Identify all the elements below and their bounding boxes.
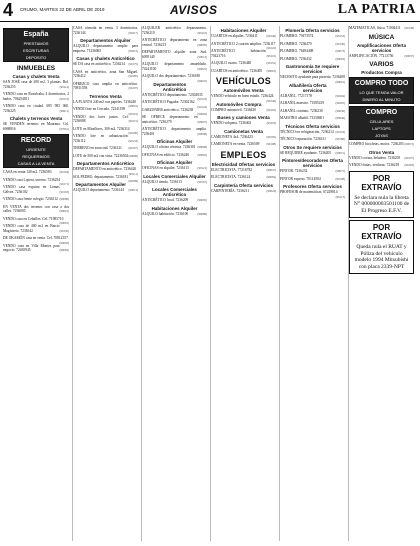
entry-ref-code: (99204) [335, 93, 345, 98]
entry-ref-code: (99148) [335, 176, 345, 181]
display-ad [349, 77, 414, 104]
category-heading: Albañilería Oferta servicios [288, 82, 327, 93]
classified-entry [280, 190, 345, 199]
classified-entry [73, 26, 138, 35]
entry-ref-code: (99001) [335, 79, 345, 84]
entry-ref-code: (99037) [404, 53, 414, 58]
entry-text: VENDO casa en Villa Montes para negocio. 72465945 [3, 243, 60, 252]
classified-entry [280, 151, 345, 156]
entry-ref-code: (99110) [197, 30, 207, 35]
classified-column-2 [72, 26, 138, 541]
entry-text: ALQUILO oficina céntrica. 7236301 [142, 145, 196, 149]
classified-entry [73, 99, 138, 108]
classified-entry [3, 185, 69, 194]
entry-ref-code: (99115) [128, 119, 138, 123]
section-heading: INMUEBLES [16, 65, 56, 72]
page-header [0, 0, 420, 22]
classified-entry [3, 236, 69, 245]
entry-ref-code: (99062) [59, 248, 69, 252]
category-heading: Productos Compra [361, 70, 402, 75]
entry-ref-code: (99111) [128, 171, 138, 176]
notice-title: POR EXTRAVÍO [361, 173, 402, 192]
classified-entry [142, 212, 207, 217]
ad-line: DINERO AL MINUTO [362, 97, 401, 102]
classified-entry [280, 94, 345, 99]
ad-line: REQUERIMOS [22, 154, 50, 159]
entry-ref-code: (99212) [128, 48, 138, 53]
entry-ref-code: (99172) [59, 96, 69, 101]
classified-entry [211, 94, 276, 103]
entry-ref-code: (99205) [335, 101, 345, 105]
entry-ref-code: (97061) [59, 126, 69, 131]
entry-text: DEPARTAMENTO en anticrético. 7236420 [73, 167, 137, 171]
entry-text: COMPRO automóvil. 7236430 [211, 107, 257, 112]
classified-entry [280, 177, 345, 182]
entry-text: VENDO casa en Ceballos. Cel. 71985710 [3, 216, 64, 221]
lost-document-notice [349, 171, 414, 219]
classified-entry [349, 163, 414, 168]
classified-entry [73, 82, 138, 91]
classified-entry [280, 137, 345, 142]
entry-ref-code: (99093) [335, 56, 345, 61]
entry-text: VENDO casa esquina en Lomas Gálvez. 7236102 [3, 185, 60, 194]
entry-text: ANTICRÉTICO departamento en zona central. 7236213 [142, 38, 207, 47]
entry-ref-code: (99061) [266, 68, 276, 73]
classified-entry [73, 146, 138, 151]
entry-text: SE REQUIERE ayudante. 7236205 [280, 150, 332, 155]
classified-entry [3, 104, 69, 113]
notice-text: Se declara nula la libreta N° 000000003501100 de El Progreso E.F.V. [353, 194, 410, 214]
entry-ref-code: (99065) [197, 198, 207, 202]
entry-text: ANTICRÉTICO local. 7236209 [142, 198, 189, 202]
entry-text: PROFESOR de matemáticas. 67229814 [280, 190, 338, 194]
classified-entry [142, 115, 207, 124]
entry-ref-code: (99098) [197, 145, 207, 149]
classified-entry [3, 92, 69, 101]
entry-text: ALBAÑIL maestro. 71585419 [280, 101, 325, 105]
entry-text: VENDO dos lotes juntos. Cel. 7236088 [73, 114, 129, 123]
ad-line: CELULARES [369, 119, 394, 124]
category-heading: Locales Comerciales Anticrético [152, 187, 197, 197]
entry-text: ALBAÑIL contrato. 7236230 [280, 108, 323, 113]
entry-ref-code: (99108) [266, 142, 276, 146]
entry-ref-code: (99118) [266, 121, 276, 125]
category-heading: Amplificaciones Oferta servicios [356, 42, 406, 53]
entry-text: VENDO casa Lopera, terreno. 7236254 [3, 177, 61, 182]
entry-text: CUARTOS en anticrético. 7236405 [211, 68, 263, 73]
entry-text: ELECTRICISTA. 7236124 [211, 175, 251, 179]
entry-text: ANTICRÉTICO 2 cuartos amplios. 7236117 [211, 41, 276, 46]
entry-text: ANTICRÉTICO departamento amplio. 7236401 [142, 127, 207, 136]
classified-column-1 [3, 26, 69, 541]
entry-text: EN VENTA dos terrenos con casa a dos calles. 7236005 [3, 204, 69, 213]
entry-ref-code: (99072) [404, 142, 414, 146]
classified-entry [211, 121, 276, 126]
classified-entry [349, 142, 414, 147]
classified-column-5 [279, 26, 345, 541]
entry-ref-code: (99091) [128, 104, 138, 108]
entry-text: ANTICRÉTICO habitación. 70423716 [211, 49, 267, 58]
entry-ref-code: (99123) [197, 97, 207, 101]
entry-ref-code: (99101) [128, 111, 138, 116]
entry-text: PINTOR experto. 70114504 [280, 176, 321, 181]
category-heading: Técnicos Oferta servicios [285, 123, 340, 129]
classified-entry [280, 75, 345, 84]
entry-ref-code: (99092) [197, 152, 207, 157]
entry-text: SAN JOSÉ casa de 200 m2, 3 plantas. Ref. 7236255 [3, 80, 69, 89]
entry-text: ELECTRICISTA. 77216782 [211, 167, 253, 172]
newspaper-masthead: LA PATRIA [337, 2, 416, 17]
entry-text: ALQUILO departamento amplio para empresa. 71236065 [73, 44, 138, 53]
category-heading: Casas y chalets Anticrético [76, 56, 135, 61]
classified-entry [73, 62, 138, 67]
entry-ref-code: (99107) [404, 155, 414, 160]
entry-ref-code: (99089) [59, 197, 69, 201]
section-heading: EMPLEOS [220, 149, 267, 160]
classified-entry [280, 169, 345, 174]
ad-line: CASAS A LA VENTA [17, 161, 55, 166]
classified-entry [142, 38, 207, 47]
classified-entry [211, 189, 276, 194]
entry-text: CASA en venta 140 m2. 7236583 [3, 170, 52, 174]
section-heading: VARIOS [369, 61, 394, 68]
category-heading: Locales Comerciales Alquiler [143, 173, 206, 179]
entry-text: PLOMERO. 7236432 [280, 56, 312, 61]
classified-column-6 [348, 26, 414, 541]
entry-ref-code: (99152) [266, 61, 276, 65]
category-heading: Terrenos Venta [89, 93, 122, 99]
entry-ref-code: (99107) [128, 146, 138, 150]
classified-entry [280, 42, 345, 47]
entry-ref-code: (99085) [197, 42, 207, 47]
section-heading: VEHÍCULOS [215, 76, 272, 86]
classified-entry [142, 145, 207, 150]
entry-text: ANTICRÉTICO Pagador. 72302162 [142, 100, 195, 104]
entry-ref-code: (99092) [197, 112, 207, 116]
entry-text: ALBAÑIL. 77217178 [280, 93, 312, 98]
entry-text: VENDO vehículo en buen estado. 7236424 [211, 94, 274, 98]
entry-text: LA PLANTA 240 m2 con papeles. 7236240 [73, 99, 137, 104]
notice-text: Queda nula el RUAT y Póliza del vehículo modelo 1994 Mitsubishi con placa 2339-NPT [354, 244, 409, 270]
issue-date: CRUMO, MARTES 22 DE ABRIL DE 2019 [20, 7, 105, 12]
page-number: 4 [3, 0, 14, 20]
category-heading: Carpintería Oferta servicios [213, 182, 274, 188]
entry-text: CAMIONETA en venta. 7236509 [211, 142, 260, 146]
entry-text: TÉCNICO en refrigeración. 7236214 [280, 129, 334, 134]
category-heading: Automóviles Compra [216, 101, 262, 107]
classified-entry [211, 142, 276, 147]
entry-ref-code: (99133) [128, 138, 138, 143]
ad-line: URGENTE [26, 147, 46, 152]
category-heading: Departamentos Alquiler [75, 182, 127, 187]
category-heading: Plomería Oferta servicios [285, 28, 340, 33]
category-heading: Gastronomía Se requiere servicios [285, 64, 340, 74]
entry-ref-code: (99098) [197, 131, 207, 136]
entry-ref-code: (99096) [128, 153, 138, 158]
classified-entry [142, 62, 207, 71]
entry-ref-code: (99121) [197, 166, 207, 170]
entry-ref-code: (99046) [335, 116, 345, 120]
entry-ref-code: (99024) [266, 188, 276, 193]
entry-text: CASA cómoda en venta, 3 dormitorios. 7236144 [73, 26, 138, 35]
entry-text: ALQUILO dos departamentos. 7236180 [142, 74, 201, 78]
classified-entry [349, 26, 414, 31]
classified-entry [73, 188, 138, 193]
classified-entry [73, 134, 138, 143]
ad-line: DEPOSITO [25, 55, 47, 60]
category-heading: Electricidad Ofertas servicios [211, 161, 276, 167]
classified-entry [280, 101, 345, 106]
entry-text: VENDO casa frente colegio. 7236312 [3, 197, 58, 201]
entry-ref-code: (99016) [59, 209, 69, 213]
entry-ref-code: (99089) [197, 211, 207, 216]
classified-entry [142, 92, 207, 101]
entry-ref-code: (99136) [335, 41, 345, 46]
category-heading: Automóviles Venta [223, 88, 264, 93]
classified-entry [211, 49, 276, 58]
ad-title: COMPRO TODO [354, 80, 409, 87]
classified-entry [280, 57, 345, 62]
classified-entry [349, 156, 414, 161]
entry-text: ALQUILER anticrético departamento. 7236219 [142, 26, 207, 35]
category-heading: Buses y camiones Venta [217, 115, 270, 120]
entry-text: ANTICRÉTICO departamento. 72302035 [142, 92, 203, 97]
category-heading: Pintores/decoradores Oferta servicios [282, 158, 343, 168]
entry-text: VENDO frutas, verduras. 7236218 [349, 163, 400, 167]
entry-text: VENDO lote en urbanización. 7236112 [73, 134, 129, 143]
entry-text: LOTE en Miraflores, 300 m2. 7236314 [73, 126, 130, 131]
entry-text: SE VENDEN terrenos en Maurana. Cel. 6068816 [3, 122, 69, 131]
category-heading: Habitaciones Alquiler [220, 28, 267, 33]
entry-text: VENDO casa de 400 m2 en Barrio Magisterio. 7236542 [3, 224, 60, 233]
classified-entry [211, 135, 276, 140]
classified-entry [142, 26, 207, 35]
entry-ref-code: (99084) [266, 175, 276, 179]
entry-ref-code: (99146) [266, 34, 276, 38]
ad-title: COMPRO [365, 109, 398, 116]
classified-column-3 [141, 26, 207, 541]
classified-entry [142, 180, 207, 185]
category-heading: Otros Venta [368, 149, 395, 155]
entry-ref-code: (99097) [197, 119, 207, 124]
classified-column-4 [210, 26, 276, 541]
entry-text: OFICINAS en edificio. 7236240 [142, 152, 190, 157]
entry-ref-code: (99209) [128, 179, 138, 183]
classified-entry [280, 49, 345, 54]
entry-ref-code: (99002) [59, 240, 69, 245]
entry-ref-code: (99143) [335, 129, 345, 134]
classified-entry [142, 153, 207, 158]
entry-text: MATEMÁTICAS, física. 71004411 [349, 26, 401, 30]
entry-ref-code: (99185) [128, 74, 138, 78]
entry-text: SOL PEDRO, departamento. 7236181 [73, 174, 129, 179]
entry-ref-code: (99107) [128, 86, 138, 90]
classified-entry [3, 224, 69, 233]
display-ad [349, 106, 414, 140]
entry-text: PLOMERO. 7236470 [280, 41, 312, 46]
entry-text: OFICINAS en alquiler. 7236113 [142, 166, 189, 170]
entry-ref-code: (99124) [197, 104, 207, 109]
entry-text: DE OKAMÓN casa en venta. Cel. 70812557 [3, 236, 68, 240]
classified-entry [73, 44, 138, 53]
classified-entry [211, 41, 276, 50]
entry-text: ALQUILO departamento amueblado. 74241100 [142, 62, 207, 71]
entry-ref-code: (99119) [266, 53, 276, 58]
entry-ref-code: (99122) [266, 46, 276, 50]
entry-text: ALQUILO tienda. 7236113 [142, 179, 182, 184]
entry-ref-code: (99075) [335, 169, 345, 173]
entry-text: VENDO casa en ciudad. 695 985 060. 7236225 [3, 104, 69, 113]
entry-ref-code: (99025) [197, 66, 207, 71]
classified-entry [280, 130, 345, 135]
entry-text: CAMIONETA 4x4. 7236423 [211, 134, 253, 139]
entry-text: COMPRO bicicletas, motos. 7236203 [349, 142, 404, 146]
category-heading: Departamentos Anticrético [76, 161, 135, 166]
entry-text: VENDO casa en Ruvalcaba, 4 dormitorios, 2 baños. 706254811 [3, 92, 69, 101]
section-title: AVISOS [170, 3, 218, 17]
entry-text: PLOMERO. 76494408 [280, 49, 314, 53]
entry-text: SE DA casa en anticrético. 7236214 [73, 62, 125, 66]
classified-entry [73, 70, 138, 79]
classified-entry [211, 69, 276, 74]
entry-text: DEPARTAMENTO alquiler zona Sud. 6095140 [142, 50, 207, 59]
classified-entry [3, 170, 69, 175]
classified-entry [142, 74, 207, 83]
classified-entry [211, 175, 276, 180]
display-ad [3, 134, 69, 168]
classified-entry [73, 154, 138, 159]
ad-title: RECORD [20, 137, 52, 144]
entry-text: GARZONIER anticrético. 7236238 [142, 107, 194, 112]
notice-title: POR EXTRAVÍO [361, 223, 402, 241]
classified-entry [211, 168, 276, 173]
entry-ref-code: (99104) [59, 170, 69, 174]
entry-ref-code: (99168) [335, 137, 345, 141]
classified-entry [73, 115, 138, 124]
ad-title: España [23, 31, 49, 38]
classified-entry [73, 126, 138, 135]
classified-entry [280, 34, 345, 39]
entry-text: VENDO volqueta. 7236402 [211, 121, 252, 125]
classified-entry [3, 205, 69, 214]
entry-text: ALQUILO cuarto. 7236440 [211, 61, 252, 65]
ad-line: LAPTOPS [372, 126, 391, 131]
entry-text: VENDO lote en Cercado. 72341198 [73, 107, 126, 111]
category-heading: Oficinas Alquiler [156, 160, 193, 165]
category-heading: Habitaciones Alquiler [151, 205, 198, 211]
classified-entry [211, 34, 276, 39]
classified-entry [73, 167, 138, 176]
entry-ref-code: (99015) [335, 150, 345, 155]
category-heading: Camionetas Venta [224, 128, 263, 134]
entry-text: NECESITO ayudante para pizzería. 7236208 [280, 75, 345, 79]
entry-ref-code: (99022) [197, 78, 207, 83]
display-ad [3, 28, 69, 62]
entry-text: TERRENO en zona sud. 7236121 [73, 146, 122, 150]
entry-ref-code: (99047) [266, 167, 276, 172]
classified-entry [3, 122, 69, 131]
entry-text: VENDO cocina, heladera. 7236205 [349, 155, 401, 160]
entry-ref-code: (99152) [335, 34, 345, 38]
entry-ref-code: (99175) [128, 62, 138, 66]
category-heading: Casas y chalets Venta [12, 74, 60, 79]
category-heading: Profesores Oferta servicios [283, 184, 342, 189]
classified-entry [3, 197, 69, 202]
entry-ref-code: (99167) [197, 179, 207, 184]
entry-text: ALQUILO departamento. 7236144 [73, 188, 124, 192]
category-heading: Departamentos Alquiler [80, 38, 131, 43]
classified-entry [142, 127, 207, 136]
ad-line: ESCRITURAS [23, 48, 49, 53]
entry-ref-code: (99102) [266, 107, 276, 112]
lost-document-notice [349, 220, 414, 274]
entry-text: CUARTOS en alquiler. 7236411 [211, 34, 258, 38]
entry-ref-code: (99146) [266, 98, 276, 103]
entry-ref-code: (99014) [128, 188, 138, 192]
entry-ref-code: (99013) [197, 54, 207, 59]
section-heading: MÚSICA [368, 33, 395, 41]
entry-text: PINTOR. 7236232 [280, 169, 308, 173]
classified-entry [3, 177, 69, 186]
entry-text: PLOMERO. 79473574 [280, 34, 314, 38]
entry-ref-code: (99114) [59, 84, 69, 89]
entry-ref-code: (99100) [128, 131, 138, 135]
entry-ref-code: (99011) [59, 108, 69, 113]
entry-ref-code: (99105) [266, 134, 276, 139]
entry-ref-code: (99036) [335, 108, 345, 113]
category-heading: Departamentos Anticrético [153, 81, 187, 92]
entry-text: AMPLIFICACIÓN. 77213756 [349, 53, 394, 58]
classified-entry [211, 108, 276, 113]
entry-ref-code: (99103) [59, 189, 69, 194]
entry-text: OFREZCO casa amplia en anticrético. 70811558 [73, 81, 138, 90]
entry-text: CASA en anticrético, zona San Miguel. 7236412 [73, 69, 138, 78]
ad-line: PRESTAMOS [23, 41, 49, 46]
entry-text: TÉCNICO reparación. 7236311 [280, 137, 326, 141]
classified-entry [211, 61, 276, 66]
entry-ref-code: (99073) [335, 49, 345, 53]
entry-text: ALQUILO habitación. 7236100 [142, 211, 189, 216]
classified-entry [3, 244, 69, 253]
ad-line: JOYAS [375, 133, 388, 138]
entry-ref-code: (99130) [59, 228, 69, 233]
entry-text: CARPINTERÍA. 7236211 [211, 188, 250, 193]
ad-line: LO QUE TENGA VALOR [359, 90, 404, 95]
entry-ref-code: (99183) [404, 163, 414, 167]
entry-text: MAESTRO albañil. 73330601 [280, 116, 325, 120]
category-heading: Otros Se requiere servicios [283, 144, 342, 150]
category-heading: Chalets y terrenos Venta [9, 116, 63, 121]
classified-entry [142, 50, 207, 59]
classified-entry [280, 109, 345, 114]
entry-text: LOTE de 500 m2 con vista. 72236502 [73, 153, 129, 158]
entry-text: SE OFRECE departamento en anticrético. 7236279 [142, 115, 198, 124]
category-heading: Oficinas Alquiler [156, 139, 193, 144]
entry-ref-code: (99081) [59, 221, 69, 225]
entry-ref-code: (99138) [404, 26, 414, 30]
classified-entry [3, 80, 69, 89]
classified-entry [142, 198, 207, 203]
classified-entry [3, 216, 69, 225]
entry-ref-code: (99113) [335, 194, 345, 199]
entry-ref-code: (99217) [128, 30, 138, 35]
entry-ref-code: (99171) [59, 182, 69, 186]
classified-entry [142, 166, 207, 171]
classified-entry [349, 54, 414, 59]
classified-entry [280, 116, 345, 121]
